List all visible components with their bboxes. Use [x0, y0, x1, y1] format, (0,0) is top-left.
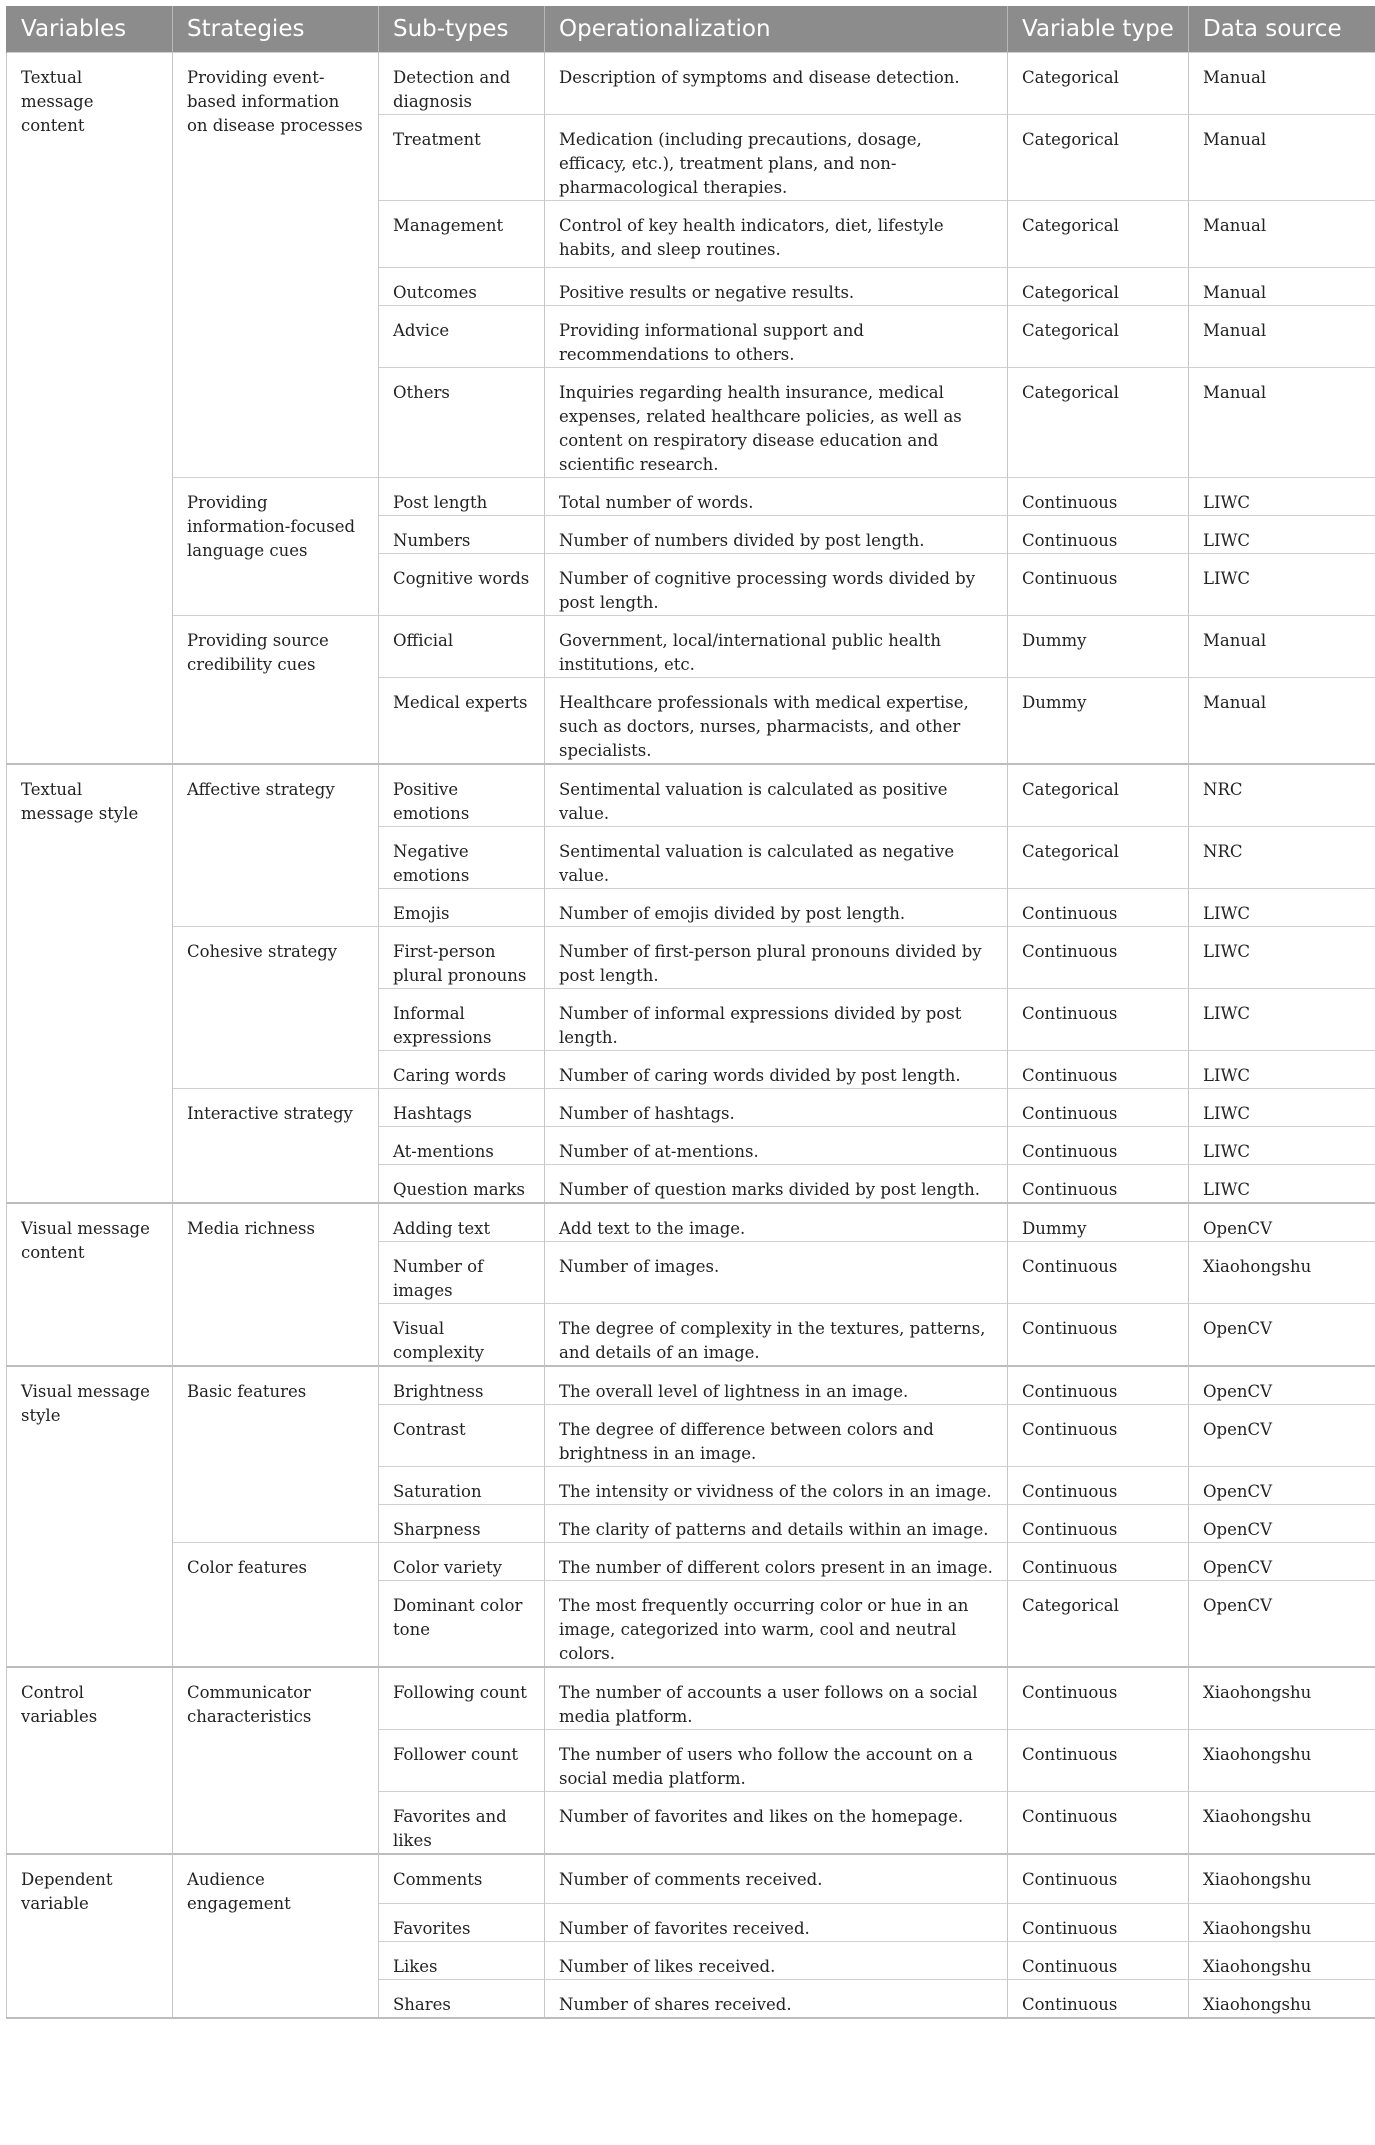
operationalization-cell: Number of numbers divided by post length. — [545, 516, 1008, 554]
data-source-cell: Manual — [1189, 268, 1375, 306]
subtype-cell: Number of images — [379, 1242, 545, 1304]
data-source-cell: OpenCV — [1189, 1304, 1375, 1367]
data-source-cell: LIWC — [1189, 1127, 1375, 1165]
table-row — [7, 478, 1375, 516]
data-source-cell: Manual — [1189, 53, 1375, 115]
data-source-cell: Xiaohongshu — [1189, 1667, 1375, 1730]
variable-cell: Visual message content — [7, 1203, 173, 1366]
subtype-cell: Saturation — [379, 1467, 545, 1505]
operationalization-cell: Control of key health indicators, diet, lifestyle habits, and sleep routines. — [545, 201, 1008, 268]
subtype-cell: Negative emotions — [379, 827, 545, 889]
data-source-cell: LIWC — [1189, 989, 1375, 1051]
variable-type-cell: Continuous — [1008, 1405, 1189, 1467]
operationalization-cell: Number of images. — [545, 1242, 1008, 1304]
header-row — [7, 6, 1375, 53]
data-source-cell: OpenCV — [1189, 1581, 1375, 1668]
operationalization-cell: Inquiries regarding health insurance, medical expenses, related healthcare policies, as well as content on respiratory disease education and scientific research. — [545, 368, 1008, 478]
strategy-cell: Communicator characteristics — [173, 1667, 379, 1854]
variable-type-cell: Continuous — [1008, 1543, 1189, 1581]
table-row — [7, 1366, 1375, 1405]
data-source-cell: Xiaohongshu — [1189, 1979, 1375, 2018]
variable-type-cell: Dummy — [1008, 678, 1189, 765]
subtype-cell: Adding text — [379, 1203, 545, 1242]
data-source-cell: OpenCV — [1189, 1505, 1375, 1543]
table-row — [7, 927, 1375, 989]
operationalization-cell: Number of favorites received. — [545, 1903, 1008, 1941]
variable-type-cell: Continuous — [1008, 1667, 1189, 1730]
operationalization-cell: Number of comments received. — [545, 1854, 1008, 1903]
variable-type-cell: Categorical — [1008, 764, 1189, 827]
table-row — [7, 616, 1375, 678]
data-source-cell: Xiaohongshu — [1189, 1854, 1375, 1903]
subtype-cell: Official — [379, 616, 545, 678]
strategy-cell: Affective strategy — [173, 764, 379, 927]
subtype-cell: Post length — [379, 478, 545, 516]
variable-type-cell: Continuous — [1008, 927, 1189, 989]
operationalization-cell: Number of cognitive processing words divided by post length. — [545, 554, 1008, 616]
data-source-cell: Manual — [1189, 678, 1375, 765]
variable-type-cell: Dummy — [1008, 616, 1189, 678]
variable-type-cell: Continuous — [1008, 1304, 1189, 1367]
operationalization-cell: The overall level of lightness in an image. — [545, 1366, 1008, 1405]
subtype-cell: Treatment — [379, 115, 545, 201]
variable-cell: Textual message style — [7, 764, 173, 1203]
strategy-cell: Basic features — [173, 1366, 379, 1543]
subtype-cell: Cognitive words — [379, 554, 545, 616]
subtype-cell: Emojis — [379, 889, 545, 927]
subtype-cell: Favorites and likes — [379, 1792, 545, 1855]
variable-type-cell: Continuous — [1008, 1467, 1189, 1505]
operationalization-cell: Number of first-person plural pronouns divided by post length. — [545, 927, 1008, 989]
variable-type-cell: Categorical — [1008, 306, 1189, 368]
variable-type-cell: Continuous — [1008, 1127, 1189, 1165]
variable-type-cell: Continuous — [1008, 1051, 1189, 1089]
operationalization-cell: Number of favorites and likes on the homepage. — [545, 1792, 1008, 1855]
operationalization-cell: The number of accounts a user follows on a social media platform. — [545, 1667, 1008, 1730]
header-strategies: Strategies — [173, 6, 379, 53]
header-variables: Variables — [7, 6, 173, 53]
subtype-cell: Medical experts — [379, 678, 545, 765]
strategy-cell: Color features — [173, 1543, 379, 1668]
variable-cell: Textual message content — [7, 53, 173, 765]
data-source-cell: LIWC — [1189, 927, 1375, 989]
operationalization-cell: Sentimental valuation is calculated as negative value. — [545, 827, 1008, 889]
table-row — [7, 1667, 1375, 1730]
variable-type-cell: Categorical — [1008, 1581, 1189, 1668]
data-source-cell: Manual — [1189, 306, 1375, 368]
variable-type-cell: Continuous — [1008, 1979, 1189, 2018]
operationalization-cell: Number of likes received. — [545, 1941, 1008, 1979]
variable-type-cell: Continuous — [1008, 478, 1189, 516]
data-source-cell: NRC — [1189, 764, 1375, 827]
subtype-cell: Following count — [379, 1667, 545, 1730]
variable-type-cell: Continuous — [1008, 1089, 1189, 1127]
data-source-cell: LIWC — [1189, 889, 1375, 927]
variables-table — [6, 6, 1375, 2019]
operationalization-cell: Number of shares received. — [545, 1979, 1008, 2018]
strategy-cell: Media richness — [173, 1203, 379, 1366]
data-source-cell: OpenCV — [1189, 1405, 1375, 1467]
header-sub-types: Sub-types — [379, 6, 545, 53]
variable-type-cell: Categorical — [1008, 827, 1189, 889]
subtype-cell: Management — [379, 201, 545, 268]
subtype-cell: Positive emotions — [379, 764, 545, 827]
subtype-cell: First-person plural pronouns — [379, 927, 545, 989]
data-source-cell: LIWC — [1189, 1165, 1375, 1204]
subtype-cell: Likes — [379, 1941, 545, 1979]
data-source-cell: Manual — [1189, 368, 1375, 478]
operationalization-cell: The number of different colors present in an image. — [545, 1543, 1008, 1581]
operationalization-cell: Total number of words. — [545, 478, 1008, 516]
subtype-cell: Comments — [379, 1854, 545, 1903]
subtype-cell: Caring words — [379, 1051, 545, 1089]
data-source-cell: LIWC — [1189, 516, 1375, 554]
variable-type-cell: Continuous — [1008, 1792, 1189, 1855]
data-source-cell: LIWC — [1189, 1051, 1375, 1089]
variable-type-cell: Continuous — [1008, 1903, 1189, 1941]
data-source-cell: Manual — [1189, 201, 1375, 268]
subtype-cell: Informal expressions — [379, 989, 545, 1051]
operationalization-cell: Number of hashtags. — [545, 1089, 1008, 1127]
variable-type-cell: Categorical — [1008, 115, 1189, 201]
operationalization-cell: Number of caring words divided by post length. — [545, 1051, 1008, 1089]
subtype-cell: Others — [379, 368, 545, 478]
operationalization-cell: The most frequently occurring color or hue in an image, categorized into warm, cool and neutral colors. — [545, 1581, 1008, 1668]
data-source-cell: OpenCV — [1189, 1543, 1375, 1581]
strategy-cell: Audience engagement — [173, 1854, 379, 2018]
table-row — [7, 764, 1375, 827]
variable-cell: Dependent variable — [7, 1854, 173, 2018]
data-source-cell: LIWC — [1189, 554, 1375, 616]
variable-type-cell: Continuous — [1008, 1505, 1189, 1543]
header-variable-type: Variable type — [1008, 6, 1189, 53]
subtype-cell: Detection and diagnosis — [379, 53, 545, 115]
data-source-cell: OpenCV — [1189, 1366, 1375, 1405]
variable-cell: Visual message style — [7, 1366, 173, 1667]
operationalization-cell: Number of question marks divided by post length. — [545, 1165, 1008, 1204]
data-source-cell: LIWC — [1189, 478, 1375, 516]
table-row — [7, 1203, 1375, 1242]
operationalization-cell: The intensity or vividness of the colors in an image. — [545, 1467, 1008, 1505]
subtype-cell: Follower count — [379, 1730, 545, 1792]
data-source-cell: Xiaohongshu — [1189, 1242, 1375, 1304]
variable-type-cell: Continuous — [1008, 1165, 1189, 1204]
operationalization-cell: Sentimental valuation is calculated as positive value. — [545, 764, 1008, 827]
strategy-cell: Interactive strategy — [173, 1089, 379, 1204]
data-source-cell: Xiaohongshu — [1189, 1903, 1375, 1941]
variable-type-cell: Categorical — [1008, 53, 1189, 115]
strategy-cell: Providing event-based information on disease processes — [173, 53, 379, 478]
table-row — [7, 1089, 1375, 1127]
variable-type-cell: Continuous — [1008, 889, 1189, 927]
data-source-cell: Manual — [1189, 115, 1375, 201]
table-row — [7, 53, 1375, 115]
variable-cell: Control variables — [7, 1667, 173, 1854]
strategy-cell: Providing source credibility cues — [173, 616, 379, 765]
operationalization-cell: Medication (including precautions, dosage, efficacy, etc.), treatment plans, and non-pharmacological therapies. — [545, 115, 1008, 201]
data-source-cell: LIWC — [1189, 1089, 1375, 1127]
variable-type-cell: Continuous — [1008, 516, 1189, 554]
data-source-cell: Xiaohongshu — [1189, 1941, 1375, 1979]
subtype-cell: Sharpness — [379, 1505, 545, 1543]
variable-type-cell: Continuous — [1008, 554, 1189, 616]
operationalization-cell: Description of symptoms and disease detection. — [545, 53, 1008, 115]
subtype-cell: Shares — [379, 1979, 545, 2018]
subtype-cell: Advice — [379, 306, 545, 368]
data-source-cell: Manual — [1189, 616, 1375, 678]
data-source-cell: OpenCV — [1189, 1203, 1375, 1242]
subtype-cell: Dominant color tone — [379, 1581, 545, 1668]
subtype-cell: Question marks — [379, 1165, 545, 1204]
subtype-cell: Contrast — [379, 1405, 545, 1467]
variable-type-cell: Categorical — [1008, 201, 1189, 268]
subtype-cell: At-mentions — [379, 1127, 545, 1165]
operationalization-cell: Number of emojis divided by post length. — [545, 889, 1008, 927]
variable-type-cell: Categorical — [1008, 268, 1189, 306]
subtype-cell: Visual complexity — [379, 1304, 545, 1367]
variable-type-cell: Continuous — [1008, 1730, 1189, 1792]
table-body — [7, 53, 1375, 2018]
operationalization-cell: Positive results or negative results. — [545, 268, 1008, 306]
operationalization-cell: Providing informational support and recommendations to others. — [545, 306, 1008, 368]
subtype-cell: Numbers — [379, 516, 545, 554]
variable-type-cell: Continuous — [1008, 1366, 1189, 1405]
operationalization-cell: Healthcare professionals with medical expertise, such as doctors, nurses, pharmacists, and other specialists. — [545, 678, 1008, 765]
operationalization-cell: The number of users who follow the account on a social media platform. — [545, 1730, 1008, 1792]
header-data-source: Data source — [1189, 6, 1375, 53]
data-source-cell: Xiaohongshu — [1189, 1730, 1375, 1792]
variable-type-cell: Continuous — [1008, 1941, 1189, 1979]
header-operationalization: Operationalization — [545, 6, 1008, 53]
table-container — [6, 6, 1375, 2019]
operationalization-cell: The clarity of patterns and details within an image. — [545, 1505, 1008, 1543]
variable-type-cell: Dummy — [1008, 1203, 1189, 1242]
operationalization-cell: Government, local/international public health institutions, etc. — [545, 616, 1008, 678]
data-source-cell: Xiaohongshu — [1189, 1792, 1375, 1855]
subtype-cell: Outcomes — [379, 268, 545, 306]
variable-type-cell: Continuous — [1008, 1242, 1189, 1304]
data-source-cell: OpenCV — [1189, 1467, 1375, 1505]
subtype-cell: Color variety — [379, 1543, 545, 1581]
variable-type-cell: Categorical — [1008, 368, 1189, 478]
operationalization-cell: Add text to the image. — [545, 1203, 1008, 1242]
data-source-cell: NRC — [1189, 827, 1375, 889]
variable-type-cell: Continuous — [1008, 1854, 1189, 1903]
subtype-cell: Hashtags — [379, 1089, 545, 1127]
table-row — [7, 1854, 1375, 1903]
subtype-cell: Favorites — [379, 1903, 545, 1941]
subtype-cell: Brightness — [379, 1366, 545, 1405]
strategy-cell: Cohesive strategy — [173, 927, 379, 1089]
strategy-cell: Providing information-focused language cues — [173, 478, 379, 616]
operationalization-cell: Number of at-mentions. — [545, 1127, 1008, 1165]
operationalization-cell: Number of informal expressions divided by post length. — [545, 989, 1008, 1051]
operationalization-cell: The degree of difference between colors and brightness in an image. — [545, 1405, 1008, 1467]
table-row — [7, 1543, 1375, 1581]
variable-type-cell: Continuous — [1008, 989, 1189, 1051]
operationalization-cell: The degree of complexity in the textures, patterns, and details of an image. — [545, 1304, 1008, 1367]
